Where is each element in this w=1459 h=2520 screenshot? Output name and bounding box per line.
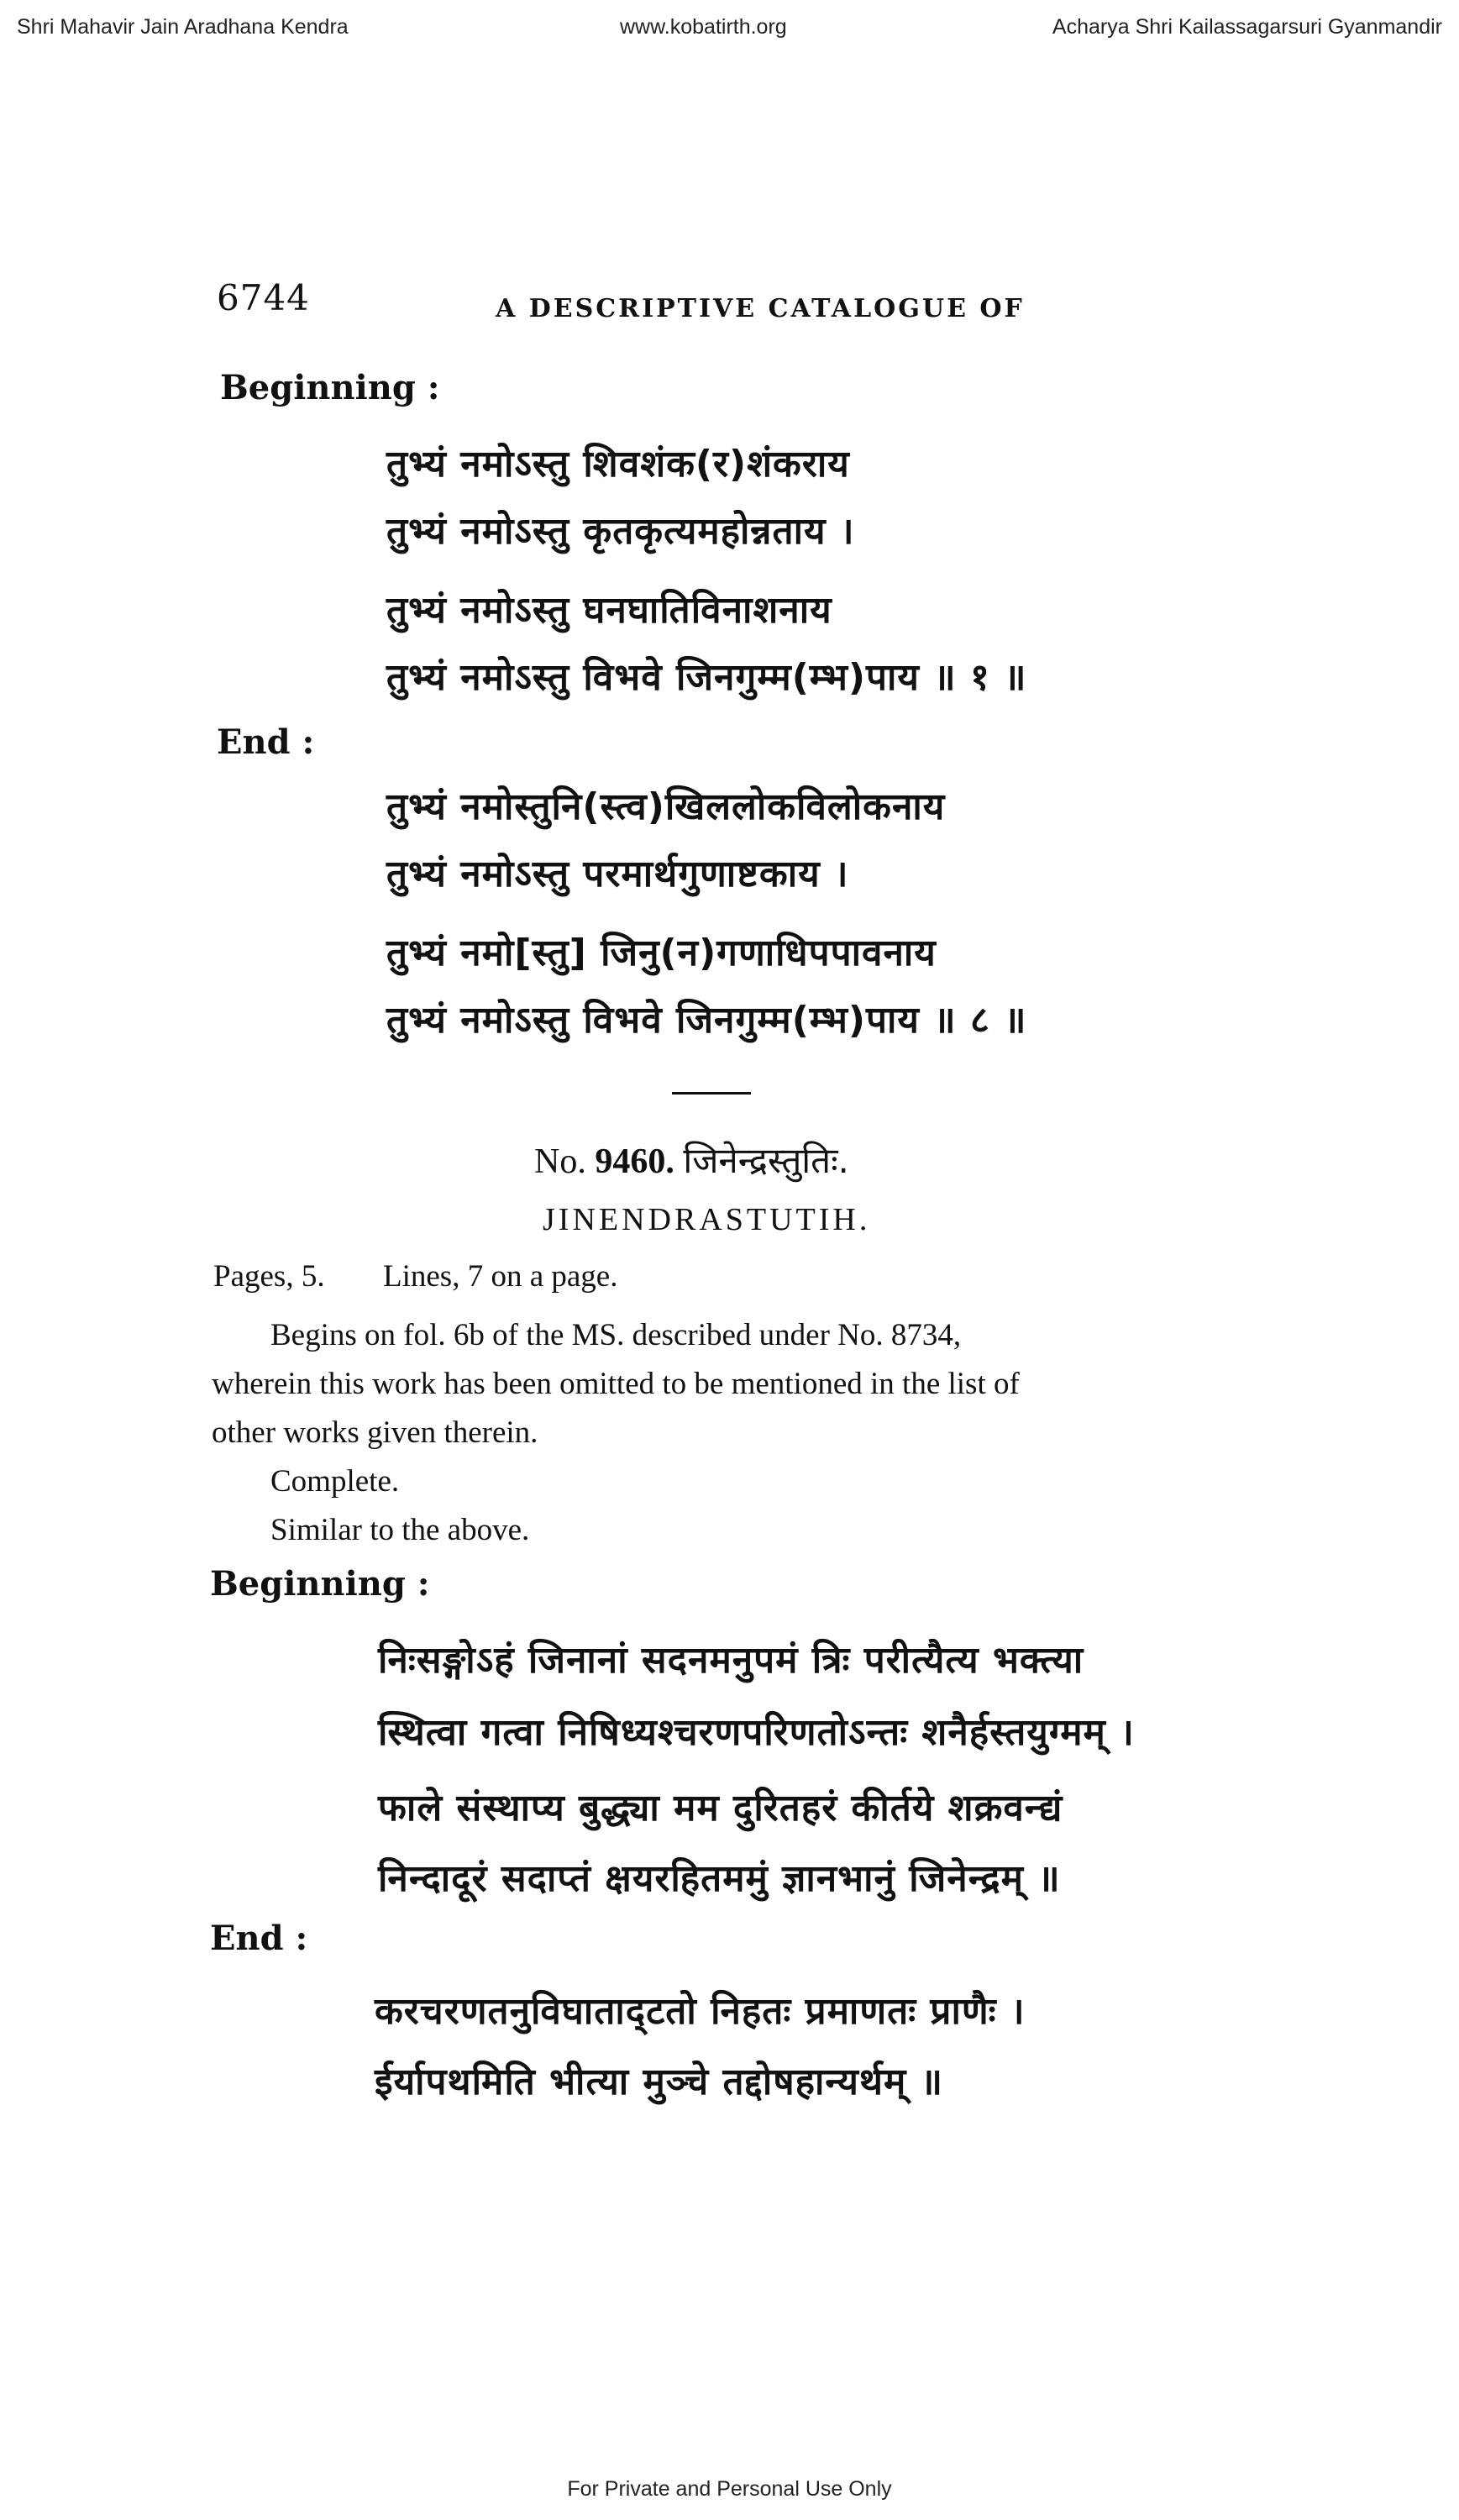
entry-title-devanagari: जिनेन्द्रस्तुतिः. <box>683 1140 849 1181</box>
verse-line: तुभ्यं नमोऽस्तु कृतकृत्यमहोन्नताय । <box>386 510 855 553</box>
verse-line: तुभ्यं नमोऽस्तु परमार्थगुणाष्टकाय । <box>386 853 849 895</box>
verse-line: तुभ्यं नमोऽस्तु विभवे जिनगुम्म(म्भ)पाय ॥ ८ ॥ <box>386 999 1027 1042</box>
verse-line: तुभ्यं नमो[स्तु] जिनु(न)गणाधिपपावनाय <box>386 932 937 974</box>
entry-heading <box>534 1136 849 1184</box>
verse-line: तुभ्यं नमोऽस्तु शिवशंक(र)शंकराय <box>386 443 850 486</box>
entry-title-roman: JINENDRASTUTIH. <box>543 1202 871 1237</box>
verse-line: निन्दादूरं सदाप्तं क्षयरहितममुं ज्ञानभानुं जिनेन्द्रम् ॥ <box>378 1857 1061 1900</box>
beginning-label: Beginning : <box>220 368 440 407</box>
pages-count: Pages, 5. <box>213 1259 325 1294</box>
verse-line: तुभ्यं नमोस्तुनि(स्त्व)खिललोकविलोकनाय <box>386 785 946 828</box>
verse-line: करचरणतनुविघाताद्टतो निहतः प्रमाणतः प्राणैः । <box>375 1990 1026 2033</box>
end-label: End : <box>217 722 315 762</box>
end-label: End : <box>210 1919 308 1958</box>
verse-line: ईर्यापथमिति भीत्या मुञ्चे तद्दोषहान्यर्थम् ॥ <box>375 2061 944 2103</box>
verse-line: तुभ्यं नमोऽस्तु घनघातिविनाशनाय <box>386 589 832 632</box>
description-line: Begins on fol. 6b of the MS. described under No. 8734, <box>270 1318 962 1352</box>
verse-line: तुभ्यं नमोऽस्तु विभवे जिनगुम्म(म्भ)पाय ॥ १ ॥ <box>386 656 1027 699</box>
entry-number-label: No. <box>534 1142 586 1181</box>
verse-line: फाले संस्थाप्य बुद्ध्या मम दुरितहरं कीर्तये शक्रवन्द्यं <box>378 1787 1063 1830</box>
section-divider <box>672 1092 751 1095</box>
completeness-note: Complete. <box>270 1464 400 1499</box>
verse-line: स्थित्वा गत्वा निषिध्यश्चरणपरिणतोऽन्तः शनैर्हस्तयुग्मम् । <box>378 1711 1135 1754</box>
header-right-text: Acharya Shri Kailassagarsuri Gyanmandir <box>1052 15 1442 39</box>
entry-number: 9460. <box>595 1142 674 1181</box>
page-number: 6744 <box>217 277 310 318</box>
description-line: other works given therein. <box>212 1415 538 1450</box>
header-website[interactable]: www.kobatirth.org <box>620 15 787 39</box>
verse-line: निःसङ्गोऽहं जिनानां सदनमनुपमं त्रिः परीत्यैत्य भक्त्या <box>378 1639 1084 1682</box>
beginning-label: Beginning : <box>210 1564 430 1604</box>
running-title: A DESCRIPTIVE CATALOGUE OF <box>496 294 1025 323</box>
lines-count: Lines, 7 on a page. <box>383 1259 618 1294</box>
similarity-note: Similar to the above. <box>270 1513 530 1547</box>
footer-notice: For Private and Personal Use Only <box>567 2477 892 2501</box>
description-line: wherein this work has been omitted to be mentioned in the list of <box>212 1367 1020 1401</box>
header-left-text: Shri Mahavir Jain Aradhana Kendra <box>17 15 349 39</box>
